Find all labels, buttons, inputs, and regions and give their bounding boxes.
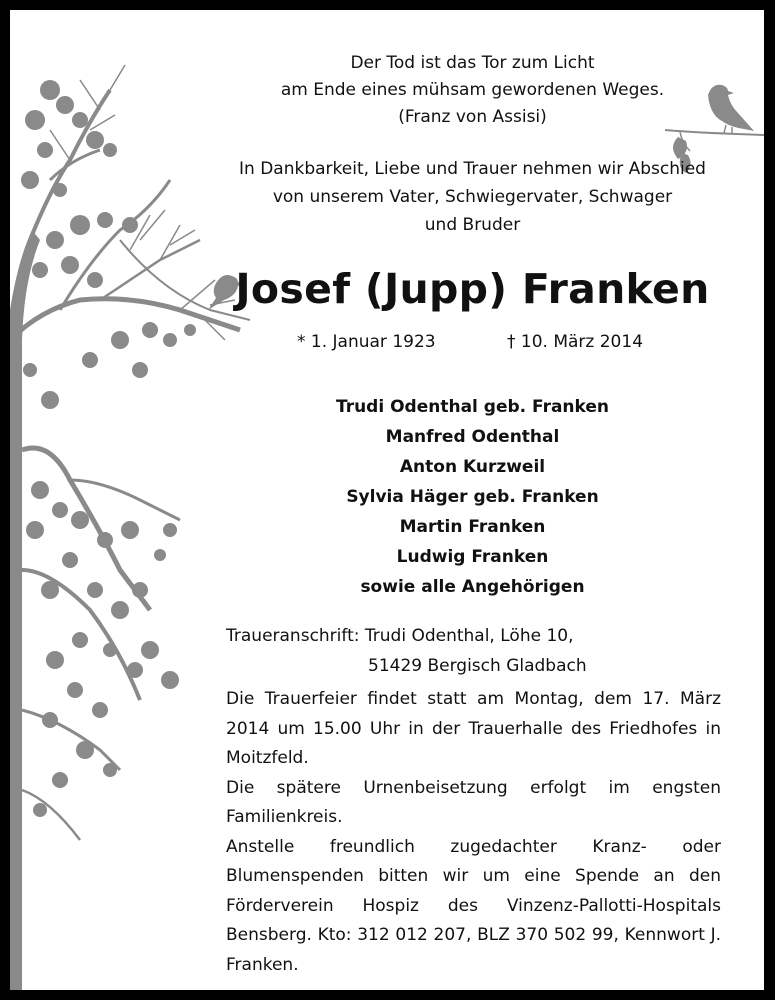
address-city: 51429 Bergisch Gladbach: [368, 656, 587, 676]
intro-line: von unserem Vater, Schwiegervater, Schwager: [272, 187, 673, 207]
family-member: sowie alle Angehörigen: [360, 577, 585, 597]
family-member: Manfred Odenthal: [385, 427, 560, 447]
quote: [210, 50, 735, 131]
family-member: Ludwig Franken: [396, 547, 549, 567]
quote-attribution: (Franz von Assisi): [398, 107, 547, 127]
quote-line: Der Tod ist das Tor zum Licht: [350, 53, 595, 73]
intro-line: und Bruder: [424, 215, 521, 235]
deceased-name: Josef (Jupp) Franken: [235, 265, 710, 313]
farewell-intro: [210, 155, 735, 239]
funeral-notice: [226, 685, 721, 980]
family-list: [210, 392, 735, 602]
birth-date: * 1. Januar 1923: [297, 332, 436, 352]
urn-burial-note: Die spätere Urnenbeisetzung erfolgt im engsten Familienkreis.: [226, 777, 721, 827]
death-date: † 10. März 2014: [507, 332, 644, 352]
intro-line: In Dankbarkeit, Liebe und Trauer nehmen wir Abschied: [239, 159, 706, 179]
obituary-card: [10, 10, 764, 990]
funeral-details: Die Trauerfeier findet statt am Montag, dem 17. März 2014 um 15.00 Uhr in der Trauerhalle des Friedhofes in Moitzfeld.: [226, 689, 721, 768]
family-member: Anton Kurzweil: [399, 457, 546, 477]
donation-request: Anstelle freundlich zugedachter Kranz- oder Blumenspenden bitten wir um eine Spende an den Förderverein Hospiz des Vinzenz-Pallotti-Hospitals Bensberg. Kto: 312 012 207, BLZ 370 502 99, Kennwort J. Franken.: [226, 836, 721, 975]
mourning-address: [226, 621, 587, 681]
quote-line: am Ende eines mühsam gewordenen Weges.: [280, 80, 665, 100]
family-member: Sylvia Häger geb. Franken: [346, 487, 599, 507]
address-line: Traueranschrift: Trudi Odenthal, Löhe 10,: [226, 626, 574, 646]
family-member: Trudi Odenthal geb. Franken: [335, 397, 610, 417]
family-member: Martin Franken: [399, 517, 546, 537]
